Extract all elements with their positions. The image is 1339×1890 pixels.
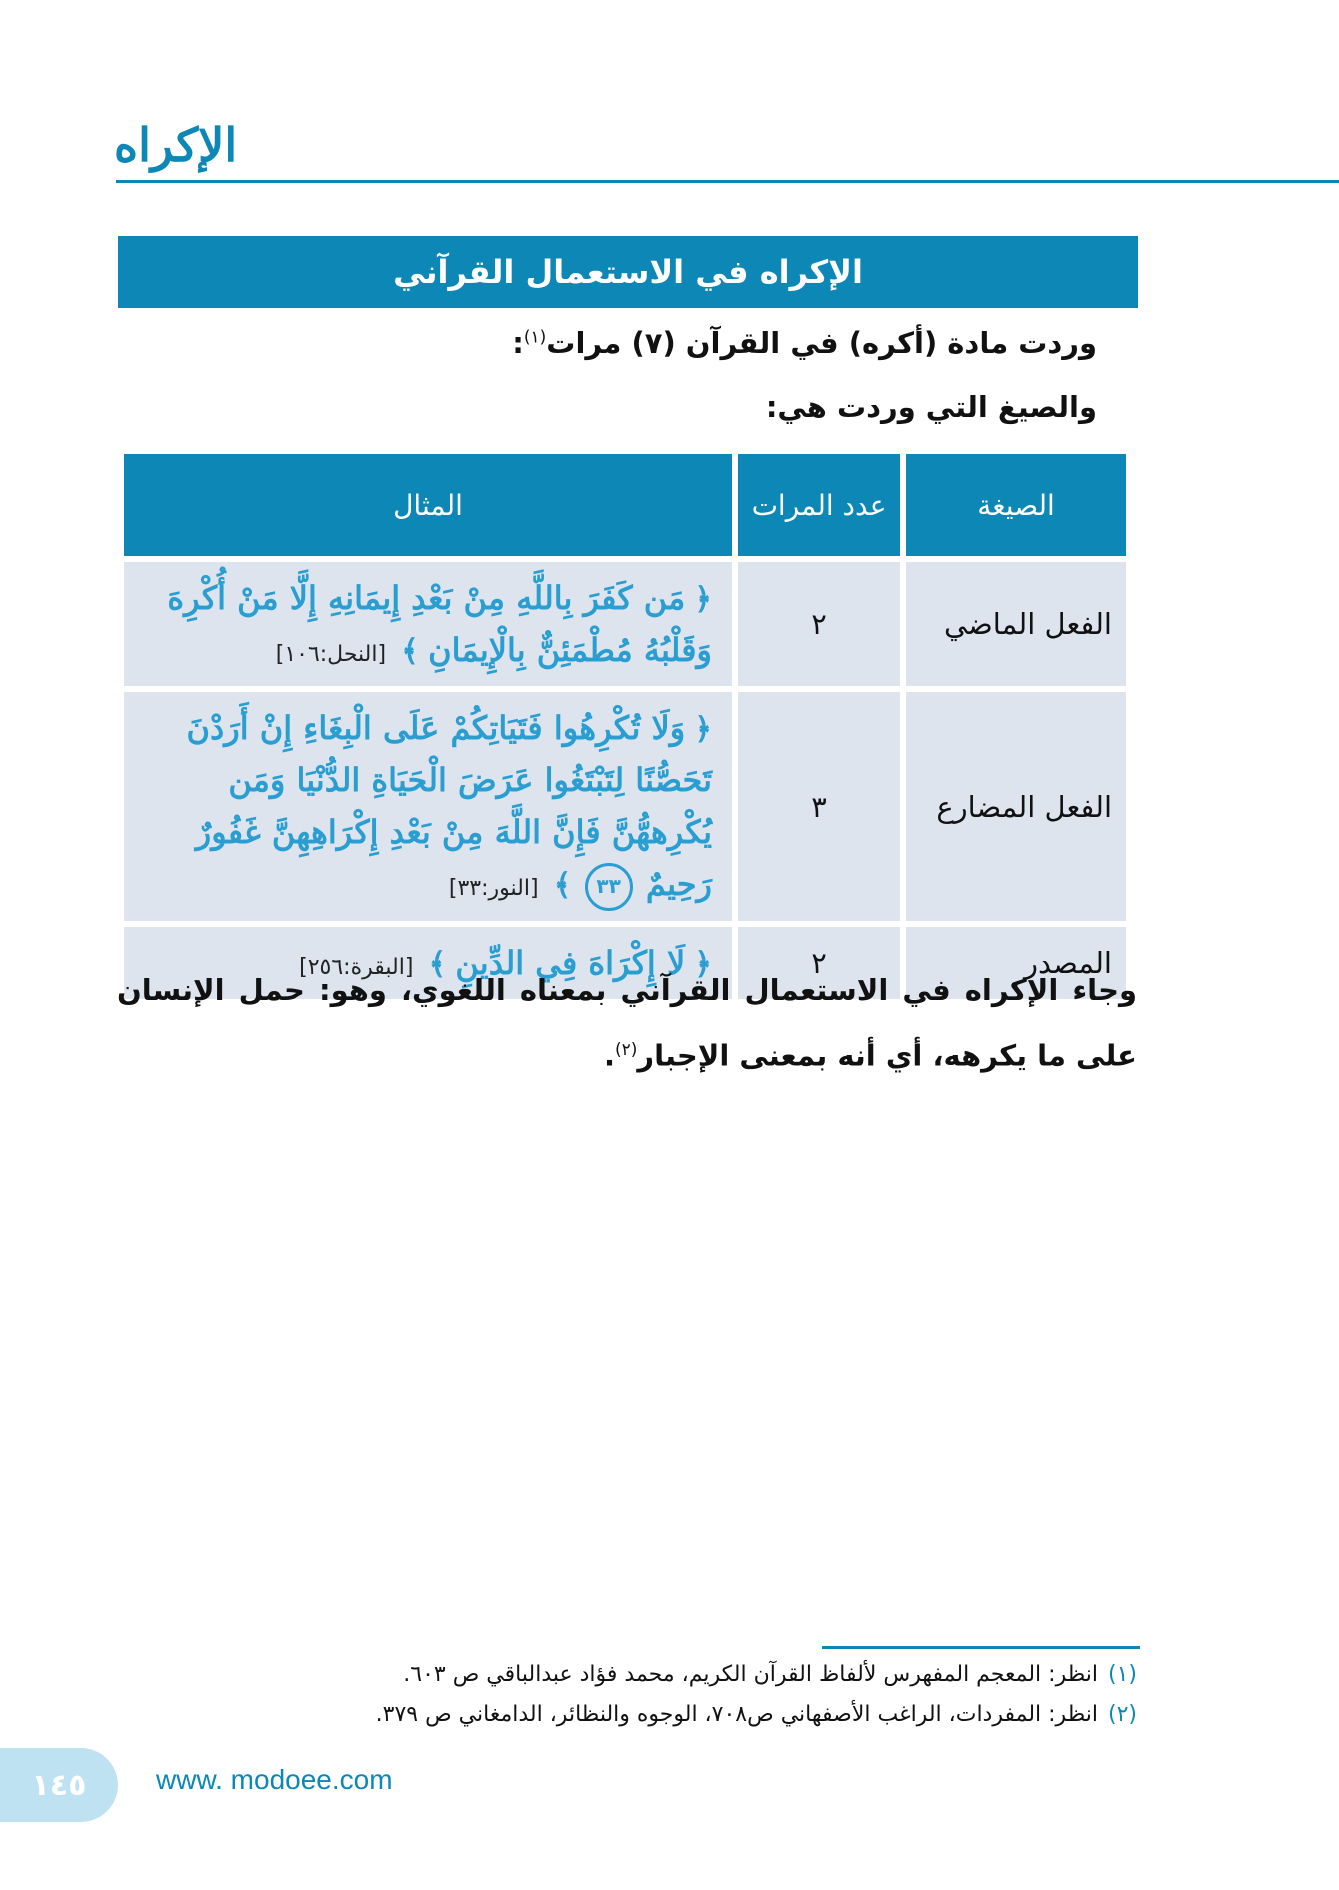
row-count: ٣ bbox=[738, 692, 900, 921]
footnote-number: (١) bbox=[1107, 1662, 1137, 1687]
footnote-ref-2[interactable]: (٢) bbox=[614, 1040, 638, 1060]
header-count: عدد المرات bbox=[738, 454, 900, 556]
table-row bbox=[124, 562, 1126, 686]
row-example bbox=[124, 692, 732, 921]
quran-verse: مَن كَفَرَ بِاللَّهِ مِنْ بَعْدِ إِيمَانِهِ إِلَّا مَنْ أُكْرِهَ وَقَلْبُهُ مُطْمَئِنٌّ بِالْإِيمَانِ bbox=[167, 579, 712, 669]
row-form: المصدر bbox=[906, 927, 1126, 999]
footnote-item bbox=[137, 1702, 1137, 1727]
forms-table bbox=[118, 448, 1132, 1005]
footnote-text: انظر: المعجم المفهرس لألفاظ القرآن الكريم، محمد فؤاد عبدالباقي ص ٦٠٣. bbox=[403, 1662, 1098, 1687]
verse-reference: [البقرة:٢٥٦] bbox=[299, 955, 414, 980]
site-link[interactable]: www. modoee.com bbox=[156, 1764, 393, 1795]
row-count: ٢ bbox=[738, 927, 900, 999]
row-form: الفعل الماضي bbox=[906, 562, 1126, 686]
verse-reference: [النور:٣٣] bbox=[448, 876, 539, 901]
verse-open-bracket: ﴿ bbox=[694, 582, 712, 617]
verse-open-bracket: ﴿ bbox=[694, 712, 712, 747]
running-title: الإكراه bbox=[114, 118, 238, 172]
verse-close-bracket: ﴾ bbox=[401, 634, 419, 669]
quran-verse: لَا إِكْرَاهَ فِي الدِّينِ bbox=[455, 944, 686, 982]
body-paragraph-end: . bbox=[603, 1038, 615, 1073]
header-form: الصيغة bbox=[906, 454, 1126, 556]
footnote-item bbox=[137, 1662, 1137, 1687]
header-example: المثال bbox=[124, 454, 732, 556]
verse-open-bracket: ﴿ bbox=[694, 947, 712, 982]
row-count: ٢ bbox=[738, 562, 900, 686]
ayah-number-medallion: ٣٣ bbox=[585, 863, 633, 911]
body-paragraph-text: وجاء الإكراه في الاستعمال القرآني بمعناه اللغوي، وهو: حمل الإنسان على ما يكرهه، أي أنه بمعنى الإجبار bbox=[117, 973, 1137, 1073]
verse-close-bracket: ﴾ bbox=[553, 868, 572, 903]
header-rule bbox=[116, 180, 1339, 183]
section-title: الإكراه في الاستعمال القرآني bbox=[118, 236, 1138, 308]
table-row bbox=[124, 692, 1126, 921]
intro-line-2: والصيغ التي وردت هي: bbox=[765, 390, 1097, 424]
footnote-number: (٢) bbox=[1107, 1702, 1137, 1727]
footnote-text: انظر: المفردات، الراغب الأصفهاني ص٧٠٨، الوجوه والنظائر، الدامغاني ص ٣٧٩. bbox=[375, 1702, 1098, 1727]
body-paragraph bbox=[117, 960, 1137, 1086]
verse-reference: [النحل:١٠٦] bbox=[275, 642, 387, 667]
intro-line-1 bbox=[117, 326, 1097, 360]
row-example bbox=[124, 562, 732, 686]
row-form: الفعل المضارع bbox=[906, 692, 1126, 921]
intro-line-1-colon: : bbox=[512, 326, 524, 360]
table-header-row bbox=[124, 454, 1126, 556]
footnote-ref-1[interactable]: (١) bbox=[523, 327, 547, 348]
intro-line-1-text: وردت مادة (أكره) في القرآن (٧) مرات bbox=[546, 326, 1097, 360]
page-number: ١٤٥ bbox=[0, 1748, 118, 1822]
footnote-rule bbox=[822, 1646, 1140, 1649]
verse-close-bracket: ﴾ bbox=[428, 947, 447, 982]
quran-verse: وَلَا تُكْرِهُوا فَتَيَاتِكُمْ عَلَى الْبِغَاءِ إِنْ أَرَدْنَ تَحَصُّنًا لِتَبْتَغُوا عَرَضَ الْحَيَاةِ الدُّنْيَا وَمَن يُكْرِههُّنَّ فَإِنَّ اللَّهَ مِنْ بَعْدِ إِكْرَاهِهِنَّ غَفُورٌ رَحِيمٌ bbox=[186, 709, 712, 903]
